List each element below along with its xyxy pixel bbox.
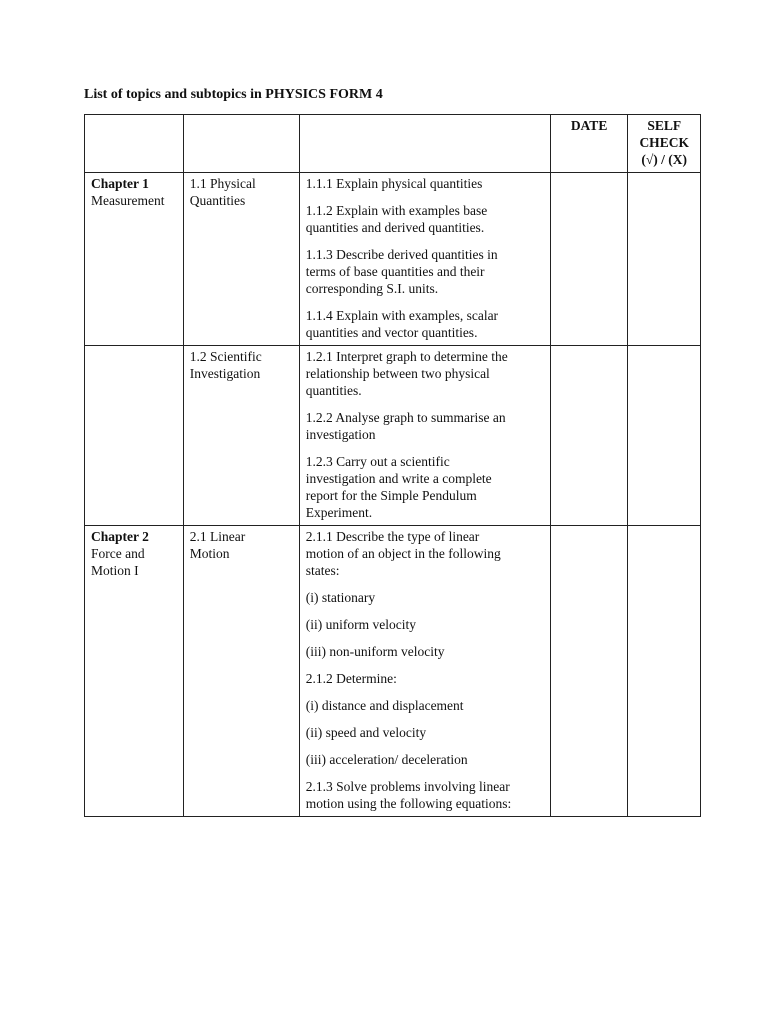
topic-line: 1.2 Scientific	[189, 349, 262, 364]
subtopic-line: 2.1.1 Describe the type of linear	[305, 529, 480, 544]
subtopic-item	[306, 528, 544, 579]
chapter-name: Measurement	[91, 193, 165, 208]
subtopic-line: motion of an object in the following	[305, 546, 501, 561]
topic-line: 1.1 Physical	[189, 176, 256, 191]
header-self-check-line: SELF	[647, 118, 682, 133]
date-cell[interactable]	[550, 526, 628, 817]
table-row	[85, 173, 701, 346]
subtopic-item	[306, 670, 544, 687]
subtopic-line: (ii) speed and velocity	[305, 725, 427, 740]
subtopics-cell	[299, 526, 550, 817]
subtopic-line: (i) distance and displacement	[305, 698, 464, 713]
subtopic-line: (iii) non-uniform velocity	[305, 644, 445, 659]
subtopic-line: investigation	[305, 427, 376, 442]
subtopic-item	[306, 307, 544, 341]
subtopic-item	[306, 751, 544, 768]
topic-line: 2.1 Linear	[189, 529, 246, 544]
header-subtopic-cell	[299, 115, 550, 173]
subtopic-line: corresponding S.I. units.	[305, 281, 439, 296]
self-check-cell[interactable]	[628, 346, 701, 526]
subtopics-cell	[299, 173, 550, 346]
subtopic-item	[306, 589, 544, 606]
subtopic-item	[306, 348, 544, 399]
topic-cell	[183, 173, 299, 346]
self-check-cell[interactable]	[628, 173, 701, 346]
header-date: DATE	[550, 115, 628, 173]
header-chapter-cell	[85, 115, 184, 173]
subtopic-line: motion using the following equations:	[305, 796, 512, 811]
subtopic-line: 1.2.3 Carry out a scientific	[305, 454, 450, 469]
subtopic-item	[306, 453, 544, 521]
topic-line: Motion	[189, 546, 230, 561]
subtopic-item	[306, 697, 544, 714]
chapter-cell	[85, 346, 184, 526]
subtopic-line: Experiment.	[305, 505, 373, 520]
subtopic-line: states:	[305, 563, 340, 578]
subtopic-line: (i) stationary	[305, 590, 376, 605]
topic-line: Quantities	[189, 193, 246, 208]
subtopic-line: quantities.	[305, 383, 362, 398]
subtopic-line: 1.1.1 Explain physical quantities	[305, 176, 483, 191]
chapter-name: Force and	[91, 546, 145, 561]
date-cell[interactable]	[550, 346, 628, 526]
subtopic-item	[306, 643, 544, 660]
chapter-cell	[85, 173, 184, 346]
subtopic-line: (iii) acceleration/ deceleration	[305, 752, 468, 767]
subtopic-line: terms of base quantities and their	[305, 264, 485, 279]
header-self-check-line: CHECK	[639, 135, 689, 150]
subtopic-item	[306, 246, 544, 297]
table-header-row	[85, 115, 701, 173]
topics-table	[84, 114, 701, 817]
subtopic-item	[306, 724, 544, 741]
header-topic-cell	[183, 115, 299, 173]
table-row	[85, 346, 701, 526]
header-self-check-line: (√) / (X)	[641, 152, 688, 167]
chapter-number: Chapter 1	[91, 176, 149, 191]
self-check-cell[interactable]	[628, 526, 701, 817]
subtopic-line: quantities and derived quantities.	[305, 220, 485, 235]
subtopic-line: 1.1.3 Describe derived quantities in	[305, 247, 498, 262]
subtopic-line: investigation and write a complete	[305, 471, 492, 486]
subtopic-item	[306, 778, 544, 812]
topic-cell	[183, 346, 299, 526]
subtopic-line: 1.2.1 Interpret graph to determine the	[305, 349, 508, 364]
topic-cell	[183, 526, 299, 817]
subtopic-line: quantities and vector quantities.	[305, 325, 478, 340]
subtopic-line: 1.1.2 Explain with examples base	[305, 203, 488, 218]
page-title: List of topics and subtopics in PHYSICS FORM 4	[84, 87, 383, 102]
date-cell[interactable]	[550, 173, 628, 346]
subtopic-line: (ii) uniform velocity	[305, 617, 416, 632]
header-self-check	[628, 115, 701, 173]
subtopic-line: 1.2.2 Analyse graph to summarise an	[305, 410, 506, 425]
chapter-name: Motion I	[91, 563, 139, 578]
subtopic-item	[306, 616, 544, 633]
subtopic-line: 1.1.4 Explain with examples, scalar	[305, 308, 499, 323]
topic-line: Investigation	[189, 366, 261, 381]
subtopics-cell	[299, 346, 550, 526]
subtopic-line: report for the Simple Pendulum	[305, 488, 477, 503]
table-row	[85, 526, 701, 817]
subtopic-line: 2.1.2 Determine:	[305, 671, 397, 686]
chapter-cell	[85, 526, 184, 817]
chapter-number: Chapter 2	[91, 529, 149, 544]
subtopic-line: relationship between two physical	[305, 366, 490, 381]
subtopic-item	[306, 175, 544, 192]
subtopic-item	[306, 409, 544, 443]
subtopic-line: 2.1.3 Solve problems involving linear	[305, 779, 510, 794]
subtopic-item	[306, 202, 544, 236]
